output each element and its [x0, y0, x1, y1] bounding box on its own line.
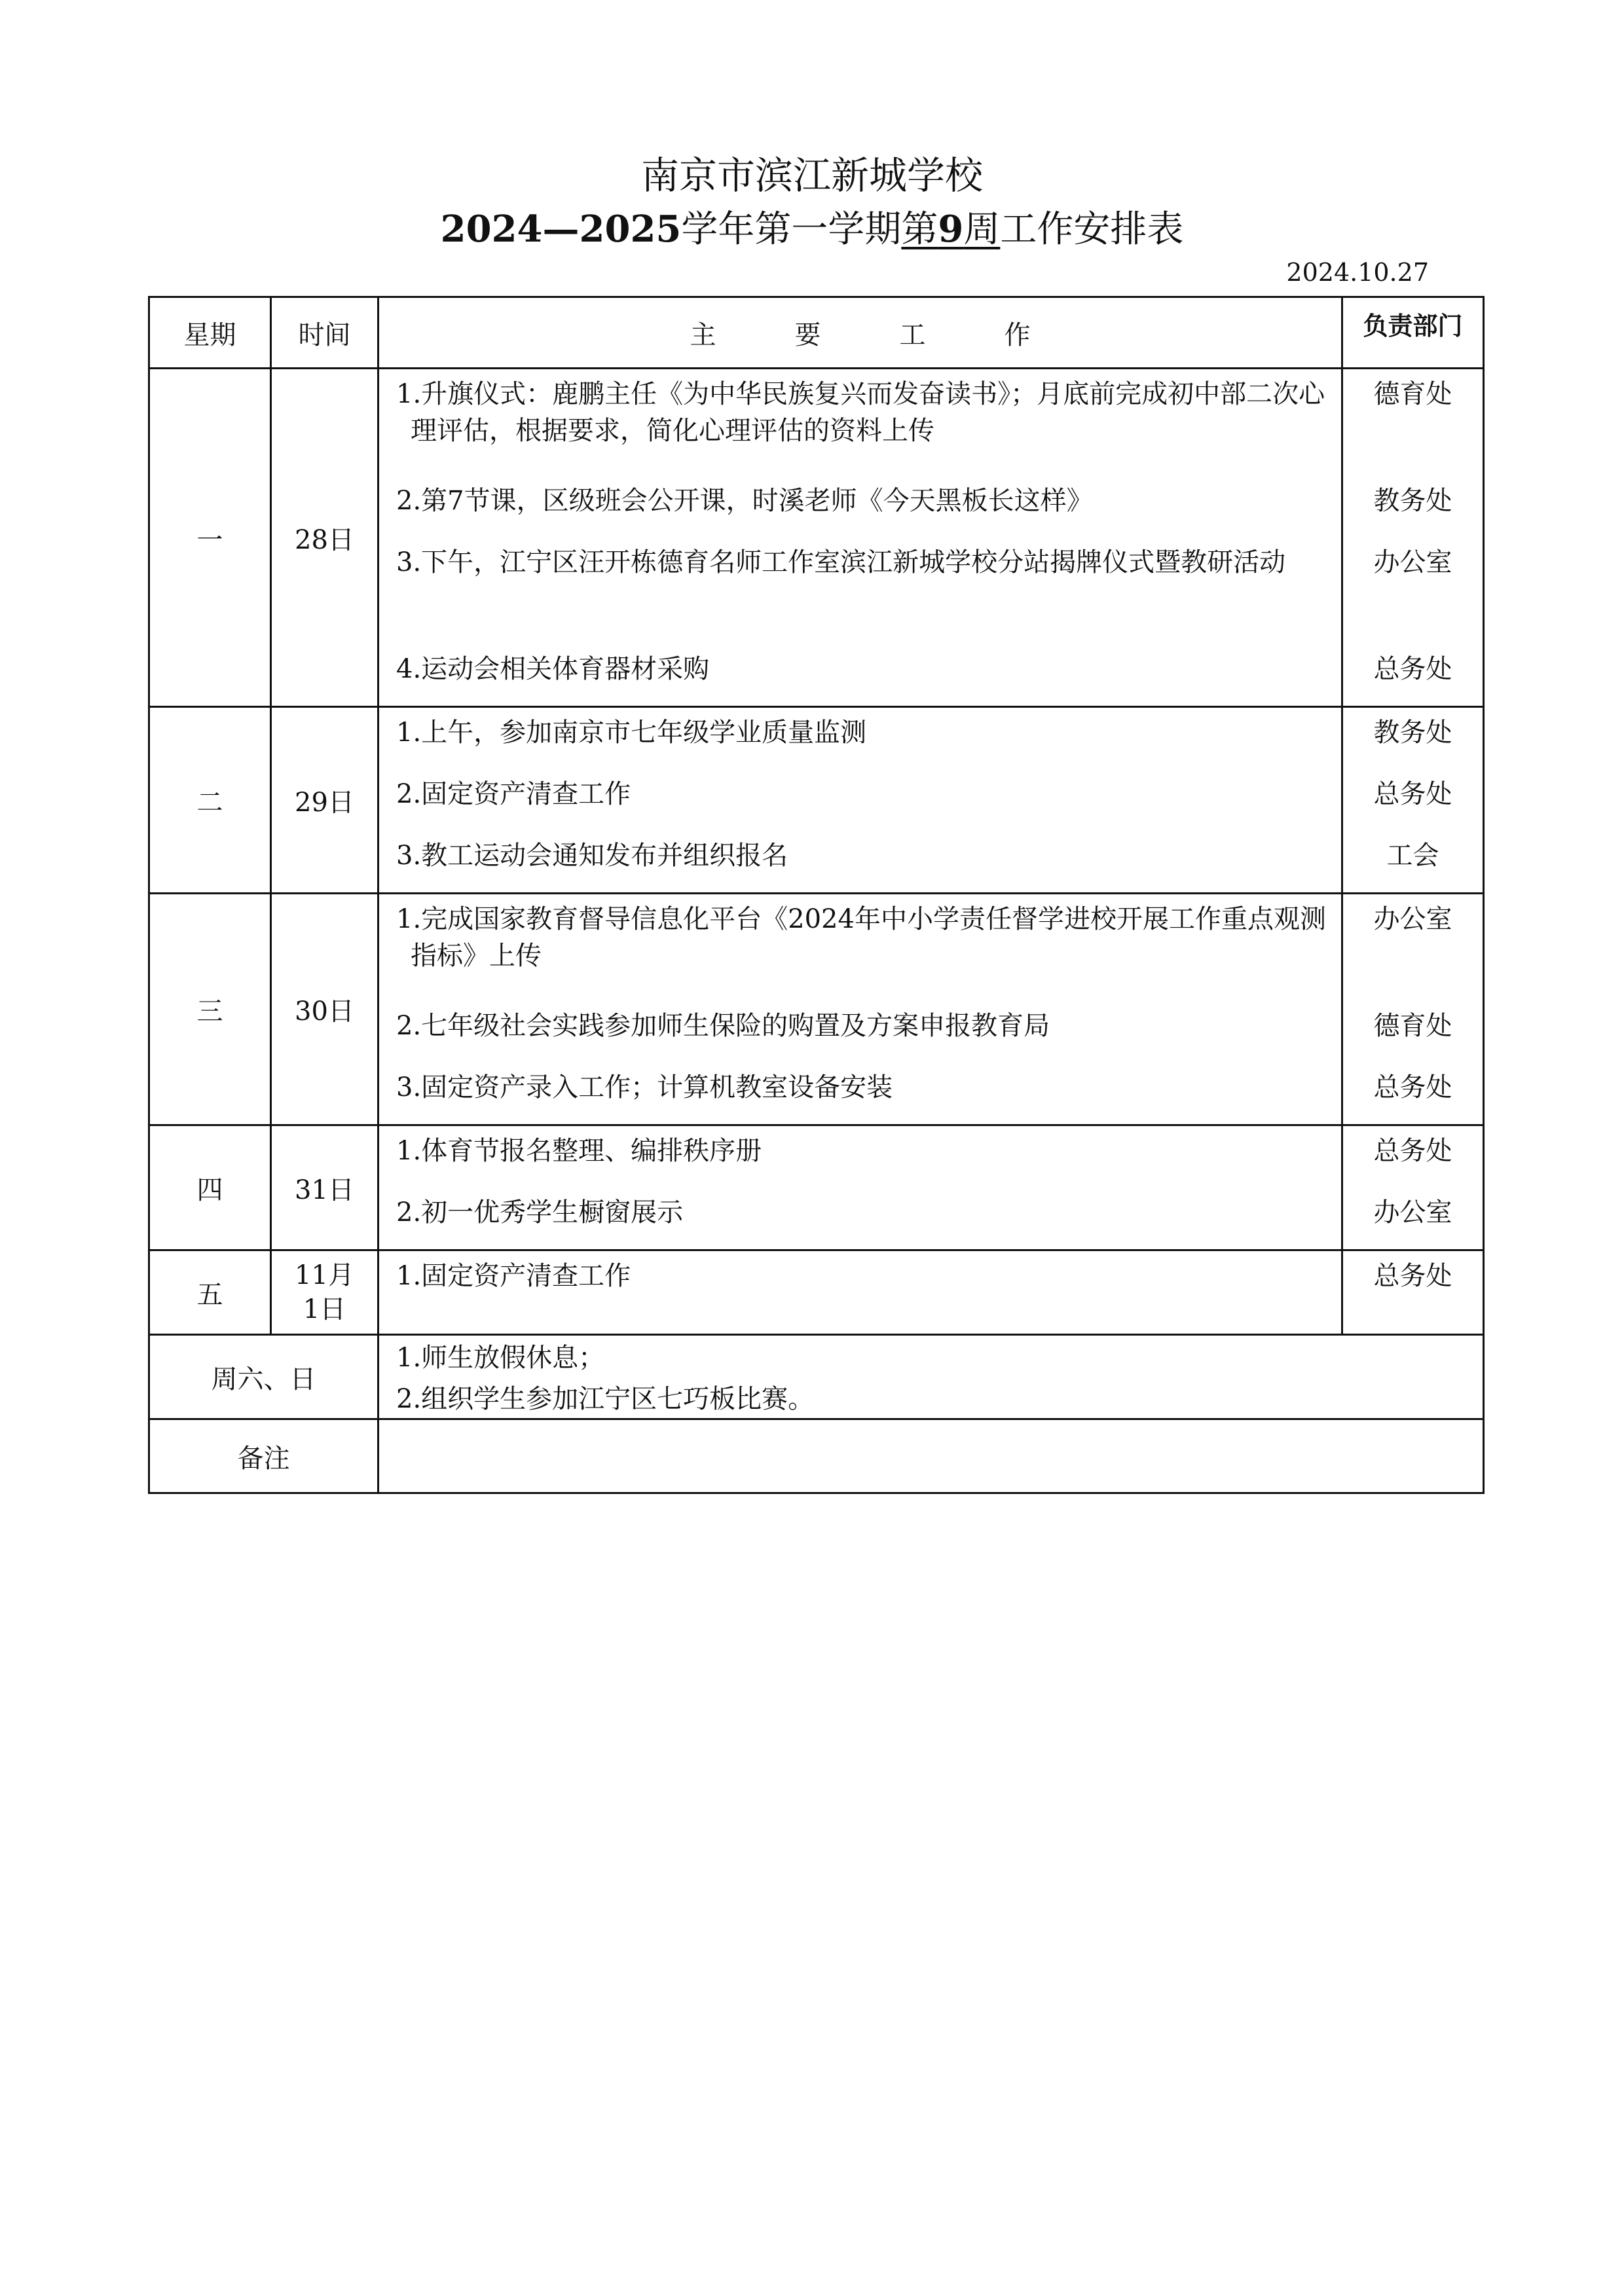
- task-item: 4.运动会相关体育器材采购: [396, 654, 710, 684]
- header-department: 负责部门: [1342, 297, 1484, 369]
- dept-cell: [1342, 1125, 1484, 1250]
- table-row-friday: [149, 1250, 1484, 1335]
- week-label: [901, 208, 1000, 251]
- table-row-wednesday: [149, 894, 1484, 1125]
- week-number: 9: [938, 208, 964, 251]
- task-cell: [378, 369, 1342, 707]
- term-text: 学年第一学期: [681, 208, 902, 251]
- dept-item: 教务处: [1373, 718, 1452, 748]
- weekday-cell: 一: [149, 369, 271, 707]
- task-cell: [378, 707, 1342, 894]
- dept-item: 德育处: [1373, 379, 1452, 409]
- task-item: 3.下午，江宁区汪开栋德育名师工作室滨江新城学校分站揭牌仪式暨教研活动: [396, 547, 1286, 577]
- task-item: 1.完成国家教育督导信息化平台《2024年中小学责任督学进校开展工作重点观测指标》上传: [396, 904, 1326, 971]
- task-item: 2.初一优秀学生橱窗展示: [396, 1197, 684, 1228]
- task-item: 1.上午，参加南京市七年级学业质量监测: [396, 718, 867, 748]
- table-row-monday: [149, 369, 1484, 707]
- task-cell: [378, 894, 1342, 1125]
- task-cell: [378, 1250, 1342, 1335]
- date-line-month: 11月: [295, 1260, 354, 1290]
- weekday-cell: 四: [149, 1125, 271, 1250]
- weekday-cell: 三: [149, 894, 271, 1125]
- dept-item: 工会: [1386, 841, 1439, 871]
- header-weekday: 星期: [149, 297, 271, 369]
- date-cell: 28日: [271, 369, 378, 707]
- weekend-label: 周六、日: [149, 1335, 378, 1419]
- date-cell: 30日: [271, 894, 378, 1125]
- school-name: 南京市滨江新城学校: [640, 153, 983, 198]
- table-row-weekend: [149, 1335, 1484, 1419]
- task-item: 2.七年级社会实践参加师生保险的购置及方案申报教育局: [396, 1011, 1050, 1041]
- table-row-tuesday: [149, 707, 1484, 894]
- date-cell: 29日: [271, 707, 378, 894]
- weekday-cell: 五: [149, 1250, 271, 1335]
- date-cell: 31日: [271, 1125, 378, 1250]
- header-main-work: [378, 297, 1342, 369]
- week-suffix: 周: [963, 208, 1001, 251]
- task-item: 1.固定资产清查工作: [396, 1261, 631, 1291]
- task-item: 3.教工运动会通知发布并组织报名: [396, 841, 788, 871]
- table-title: 工作安排表: [1000, 208, 1184, 251]
- week-prefix: 第: [901, 208, 938, 251]
- dept-item: 办公室: [1373, 904, 1452, 934]
- dept-item: 教务处: [1373, 486, 1452, 516]
- dept-cell: [1342, 1250, 1484, 1335]
- task-item: 1.体育节报名整理、编排秩序册: [396, 1136, 762, 1166]
- dept-item: 总务处: [1373, 1072, 1452, 1102]
- dept-cell: [1342, 894, 1484, 1125]
- remarks-label: 备注: [149, 1419, 378, 1493]
- task-item: 2.第7节课，区级班会公开课，时溪老师《今天黑板长这样》: [396, 486, 1093, 516]
- date-line-day: 1日: [303, 1294, 346, 1324]
- task-item: 1.升旗仪式：鹿鹏主任《为中华民族复兴而发奋读书》；月底前完成初中部二次心理评估，根据要求，简化心理评估的资料上传: [396, 379, 1325, 446]
- dept-item: 总务处: [1373, 1261, 1452, 1291]
- header-time: 时间: [271, 297, 378, 369]
- year-range: 2024—2025: [440, 208, 682, 251]
- header-main-work-label: 主要工作: [690, 319, 1109, 350]
- dept-cell: [1342, 369, 1484, 707]
- dept-item: 总务处: [1373, 1136, 1452, 1166]
- schedule-table: [148, 296, 1485, 1494]
- header-row: [149, 297, 1484, 369]
- weekend-task-item: 2.组织学生参加江宁区七巧板比赛。: [396, 1384, 815, 1414]
- weekend-task-cell: [378, 1335, 1484, 1419]
- publish-date: 2024.10.27: [1286, 258, 1429, 287]
- table-row-remarks: [149, 1419, 1484, 1493]
- task-cell: [378, 1125, 1342, 1250]
- task-item: 2.固定资产清查工作: [396, 779, 631, 809]
- remarks-value: [378, 1419, 1484, 1493]
- weekday-cell: 二: [149, 707, 271, 894]
- dept-item: 总务处: [1373, 779, 1452, 809]
- dept-item: 办公室: [1373, 1197, 1452, 1228]
- date-cell: [271, 1250, 378, 1335]
- page-title: [0, 203, 1624, 256]
- task-item: 3.固定资产录入工作；计算机教室设备安装: [396, 1072, 893, 1102]
- dept-item: 总务处: [1373, 654, 1452, 684]
- dept-cell: [1342, 707, 1484, 894]
- dept-item: 德育处: [1373, 1011, 1452, 1041]
- dept-item: 办公室: [1373, 547, 1452, 577]
- weekend-task-item: 1.师生放假休息；: [396, 1343, 605, 1373]
- table-row-thursday: [149, 1125, 1484, 1250]
